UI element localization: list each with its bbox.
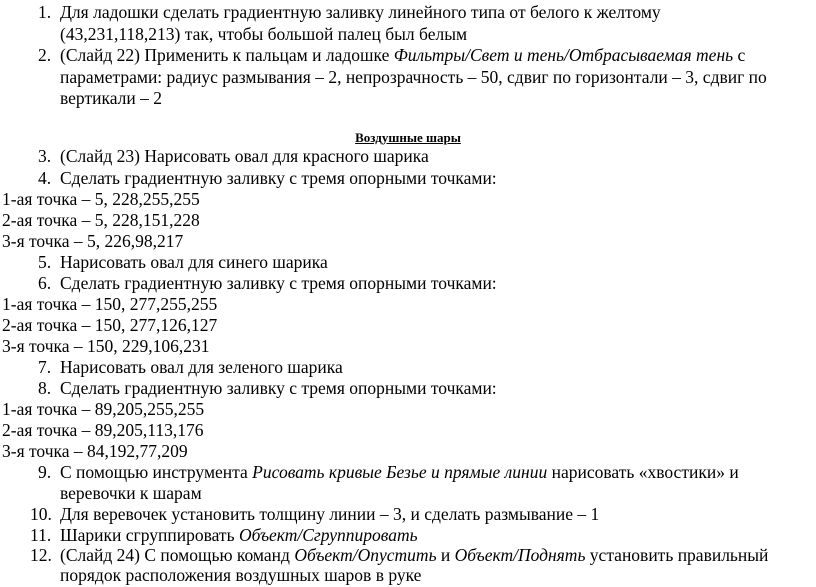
menu-path-group: Объект/Сгруппировать bbox=[238, 525, 418, 545]
list-item-1-continuation: (43,231,118,213) так, чтобы большой палец был белым bbox=[60, 24, 468, 44]
list-item-9-continuation: веревочки к шарам bbox=[60, 483, 202, 503]
list-text: Для веревочек установить толщину линии – 3, и сделать размывание – 1 bbox=[60, 504, 600, 524]
list-text: (Слайд 22) Применить к пальцам и ладошке Фильтры/Свет и тень/Отбрасываемая тень с bbox=[60, 45, 746, 65]
green-point-1: 1-ая точка – 89,205,255,255 bbox=[2, 399, 205, 419]
list-number: 12. bbox=[30, 545, 52, 565]
list-number: 7. bbox=[38, 357, 52, 377]
list-number: 1. bbox=[38, 2, 52, 22]
menu-path-filter: Фильтры/Свет и тень/Отбрасываемая тень bbox=[393, 45, 734, 65]
green-point-3: 3-я точка – 84,192,77,209 bbox=[2, 441, 188, 461]
red-point-1: 1-ая точка – 5, 228,255,255 bbox=[2, 189, 200, 209]
red-point-2: 2-ая точка – 5, 228,151,228 bbox=[2, 210, 200, 230]
list-item-2-continuation-2: вертикали – 2 bbox=[60, 88, 162, 108]
menu-path-raise: Объект/Поднять bbox=[454, 545, 586, 565]
list-item-2-continuation: параметрами: радиус размывания – 2, непрозрачность – 50, сдвиг по горизонтали – 3, сдвиг по bbox=[60, 67, 767, 87]
list-number: 11. bbox=[30, 525, 52, 545]
blue-point-3: 3-я точка – 150, 229,106,231 bbox=[2, 336, 210, 356]
list-number: 9. bbox=[38, 462, 52, 482]
list-number: 6. bbox=[38, 273, 52, 293]
list-text: Сделать градиентную заливку с тремя опорными точками: bbox=[60, 273, 497, 293]
section-heading: Воздушные шары bbox=[355, 130, 461, 145]
list-text: Нарисовать овал для зеленого шарика bbox=[60, 357, 343, 377]
tool-name-bezier: Рисовать кривые Безье и прямые линии bbox=[252, 462, 548, 482]
list-text: Для ладошки сделать градиентную заливку линейного типа от белого к желтому bbox=[60, 2, 661, 22]
list-number: 4. bbox=[38, 168, 52, 188]
list-text: Сделать градиентную заливку с тремя опорными точками: bbox=[60, 378, 497, 398]
menu-path-lower: Объект/Опустить bbox=[294, 545, 437, 565]
list-text: Нарисовать овал для синего шарика bbox=[60, 252, 328, 272]
green-point-2: 2-ая точка – 89,205,113,176 bbox=[2, 420, 204, 440]
list-text: (Слайд 23) Нарисовать овал для красного шарика bbox=[60, 146, 429, 166]
list-number: 2. bbox=[38, 45, 52, 65]
blue-point-1: 1-ая точка – 150, 277,255,255 bbox=[2, 294, 218, 314]
red-point-3: 3-я точка – 5, 226,98,217 bbox=[2, 231, 184, 251]
list-number: 3. bbox=[38, 146, 52, 166]
list-text: С помощью инструмента Рисовать кривые Безье и прямые линии нарисовать «хвостики» и bbox=[60, 462, 739, 482]
list-text: (Слайд 24) С помощью команд Объект/Опустить и Объект/Поднять установить правильный bbox=[60, 545, 769, 565]
list-number: 8. bbox=[38, 378, 52, 398]
list-number: 10. bbox=[30, 504, 52, 524]
list-item-12-continuation: порядок расположения воздушных шаров в руке bbox=[60, 565, 422, 585]
blue-point-2: 2-ая точка – 150, 277,126,127 bbox=[2, 315, 218, 335]
list-number: 5. bbox=[38, 252, 52, 272]
list-text: Сделать градиентную заливку с тремя опорными точками: bbox=[60, 168, 497, 188]
list-text: Шарики сгруппировать Объект/Сгруппировать bbox=[60, 525, 418, 545]
